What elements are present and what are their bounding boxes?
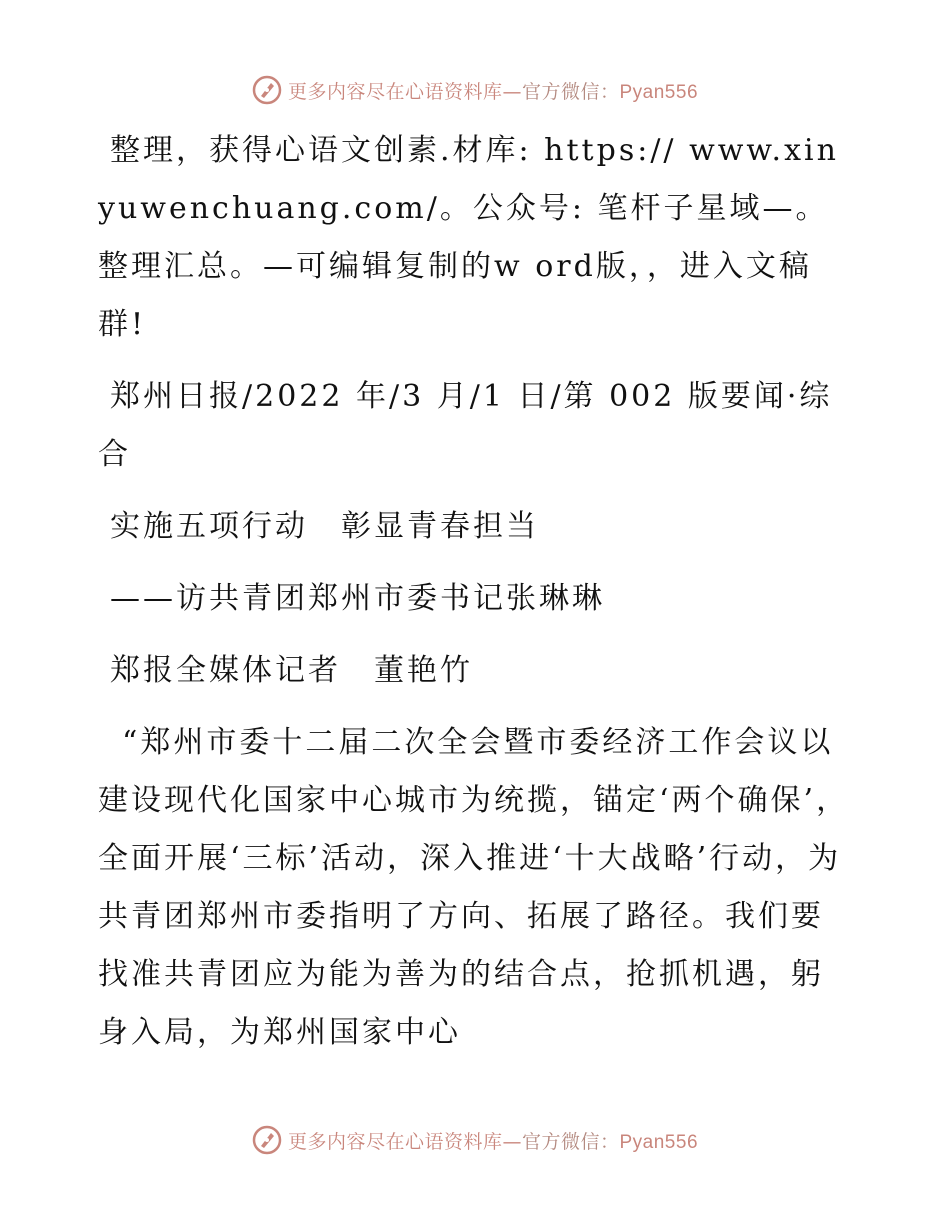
watermark-text: 更多内容尽在心语资料库—官方微信：Pyan556 (287, 80, 699, 103)
source-line: 郑州日报/2022 年/3 月/1 日/第 002 版要闻·综合 (98, 379, 833, 472)
watermark-text: 更多内容尽在心语资料库—官方微信：Pyan556 (287, 1130, 699, 1153)
article-title: 实施五项行动 彰显青春担当 (110, 509, 539, 544)
article-subtitle: ——访共青团郑州市委书记张琳琳 (110, 581, 605, 616)
pen-nib-circle-icon (252, 75, 282, 105)
pen-nib-circle-icon (252, 1125, 282, 1155)
article-byline: 郑报全媒体记者 董艳竹 (110, 653, 473, 688)
document-body (98, 122, 850, 1076)
intro-paragraph: 整理，获得心语文创素.材库: https:// www.xinyuwenchuang.com/。公众号: 笔杆子星域—。整理汇总。—可编辑复制的w ord版，，进入文稿群! (98, 133, 839, 342)
header-watermark (0, 70, 950, 110)
footer-watermark (0, 1120, 950, 1160)
article-body-paragraph: “郑州市委十二届二次全会暨市委经济工作会议以建设现代化国家中心城市为统揽，锚定‘两个确保’，全面开展‘三标’活动，深入推进‘十大战略’行动，为共青团郑州市委指明了方向、拓展了路径。我们要找准共青团应为能为善为的结合点，抢抓机遇，躬身入局，为郑州国家中心 (98, 725, 850, 1050)
